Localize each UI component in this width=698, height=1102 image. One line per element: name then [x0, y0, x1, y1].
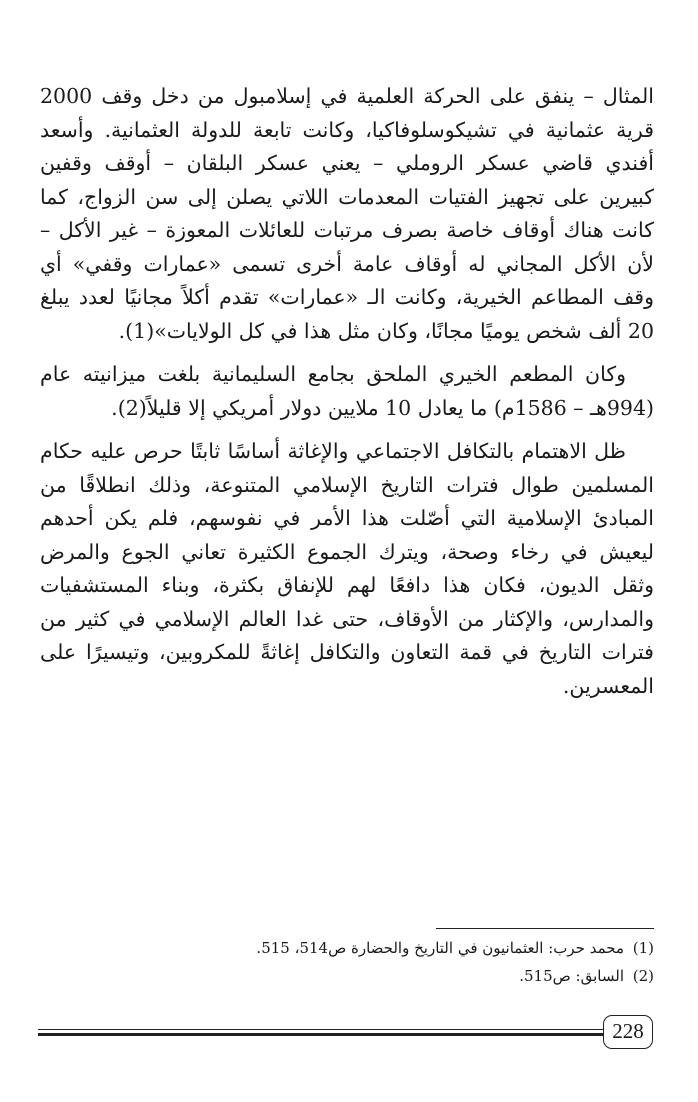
- paragraph-3: ظل الاهتمام بالتكافل الاجتماعي والإغاثة أساسًا ثابتًا حرص عليه حكام المسلمين طوال فترات التاريخ الإسلامي المتنوعة، وذلك انطلاقًا من المبادئ الإسلامية التي أصّلت هذا الأمر في نفوسهم، فلم يكن أحدهم ليعيش في رخاء وصحة، ويترك الجموع الكثيرة تعاني الجوع والمرض وثقل الديون، فكان هذا دافعًا لهم للإنفاق بكثرة، وبناء المستشفيات والمدارس، والإكثار من الأوقاف، حتى غدا العالم الإسلامي في كثير من فترات التاريخ في قمة التعاون والتكافل إغاثةً للمكروبين، وتيسيرًا على المعسرين.: [40, 439, 654, 698]
- page-number: 228: [603, 1015, 653, 1049]
- paragraph-1: المثال – ينفق على الحركة العلمية في إسلامبول من دخل وقف 2000 قرية عثمانية في تشيكوسلوفاكيا، وكانت تابعة للدولة العثمانية. وأسعد أفندي قاضي عسكر الروملي – يعني عسكر البلقان – أوقف وقفين كبيرين على تجهيز الفتيات المعدمات اللاتي يصلن إلى سن الزواج، كما كانت هناك أوقاف خاصة بصرف مرتبات للعائلات المعوزة – غير الأكل – لأن الأكل المجاني له أوقاف عامة أخرى تسمى «عمارات وقفي» أي وقف المطاعم الخيرية، وكانت الـ «عمارات» تقدم أكلاً مجانيًا لعدد يبلغ 20 ألف شخص يوميًا مجانًا، وكان مثل هذا في كل الولايات»(1).: [40, 84, 654, 343]
- footnote-2-number: (2): [632, 967, 654, 985]
- footnote-1: [40, 934, 654, 962]
- footnote-1-text: محمد حرب: العثمانيون في التاريخ والحضارة ص514، 515.: [256, 939, 624, 957]
- bottom-rule-thin: [38, 1029, 604, 1030]
- footnotes: [40, 934, 654, 990]
- main-text: [40, 80, 654, 703]
- footnote-separator: [436, 928, 654, 929]
- footnote-2-text: السابق: ص515.: [519, 967, 624, 985]
- footnote-2: [40, 962, 654, 990]
- footnote-1-number: (1): [632, 939, 654, 957]
- paragraph-2: وكان المطعم الخيري الملحق بجامع السليمانية بلغت ميزانيته عام (994هـ – 1586م) ما يعادل 10 ملايين دولار أمريكي إلا قليلاً(2).: [40, 362, 654, 420]
- bottom-rule-thick: [38, 1033, 604, 1036]
